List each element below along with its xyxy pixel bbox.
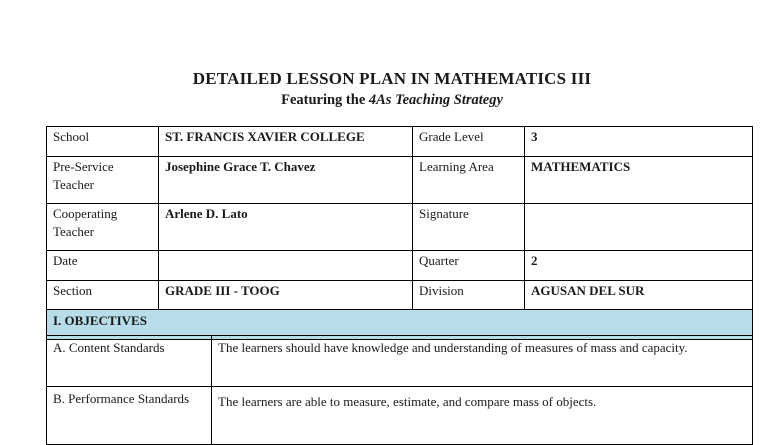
content-standards-row bbox=[47, 336, 753, 387]
school-label: School bbox=[47, 127, 159, 157]
quarter-value: 2 bbox=[525, 251, 753, 281]
grade-level-value: 3 bbox=[525, 127, 753, 157]
content-standards-label: A. Content Standards bbox=[47, 336, 212, 387]
document-title: DETAILED LESSON PLAN IN MATHEMATICS III bbox=[192, 69, 592, 88]
learning-area-label: Learning Area bbox=[413, 157, 525, 204]
content-standards-text: The learners should have knowledge and understanding of measures of mass and capacity. bbox=[212, 336, 753, 387]
performance-standards-text: The learners are able to measure, estimate, and compare mass of objects. bbox=[212, 387, 753, 445]
school-value: ST. FRANCIS XAVIER COLLEGE bbox=[159, 127, 413, 157]
quarter-label: Quarter bbox=[413, 251, 525, 281]
division-label: Division bbox=[413, 281, 525, 310]
pre-service-teacher-label: Pre-Service Teacher bbox=[47, 157, 159, 204]
cooperating-teacher-value: Arlene D. Lato bbox=[159, 204, 413, 251]
info-row-school bbox=[47, 127, 753, 157]
section-label: Section bbox=[47, 281, 159, 310]
objectives-heading: I. OBJECTIVES bbox=[47, 310, 753, 340]
learning-area-value: MATHEMATICS bbox=[525, 157, 753, 204]
info-row-cooperating bbox=[47, 204, 753, 251]
subtitle-emphasis: 4As Teaching Strategy bbox=[368, 92, 503, 108]
cooperating-teacher-label: Cooperating Teacher bbox=[47, 204, 159, 251]
section-value: GRADE III - TOOG bbox=[159, 281, 413, 310]
pre-service-teacher-value: Josephine Grace T. Chavez bbox=[159, 157, 413, 204]
lesson-plan-table bbox=[46, 126, 753, 340]
objectives-table bbox=[46, 335, 753, 445]
signature-value bbox=[525, 204, 753, 251]
info-row-teacher bbox=[47, 157, 753, 204]
document-subtitle bbox=[0, 90, 784, 110]
date-value bbox=[159, 251, 413, 281]
info-row-section bbox=[47, 281, 753, 310]
signature-label: Signature bbox=[413, 204, 525, 251]
performance-standards-row bbox=[47, 387, 753, 445]
info-row-date bbox=[47, 251, 753, 281]
subtitle-prefix: Featuring the bbox=[281, 92, 369, 108]
performance-standards-label: B. Performance Standards bbox=[47, 387, 212, 445]
division-value: AGUSAN DEL SUR bbox=[525, 281, 753, 310]
date-label: Date bbox=[47, 251, 159, 281]
grade-level-label: Grade Level bbox=[413, 127, 525, 157]
